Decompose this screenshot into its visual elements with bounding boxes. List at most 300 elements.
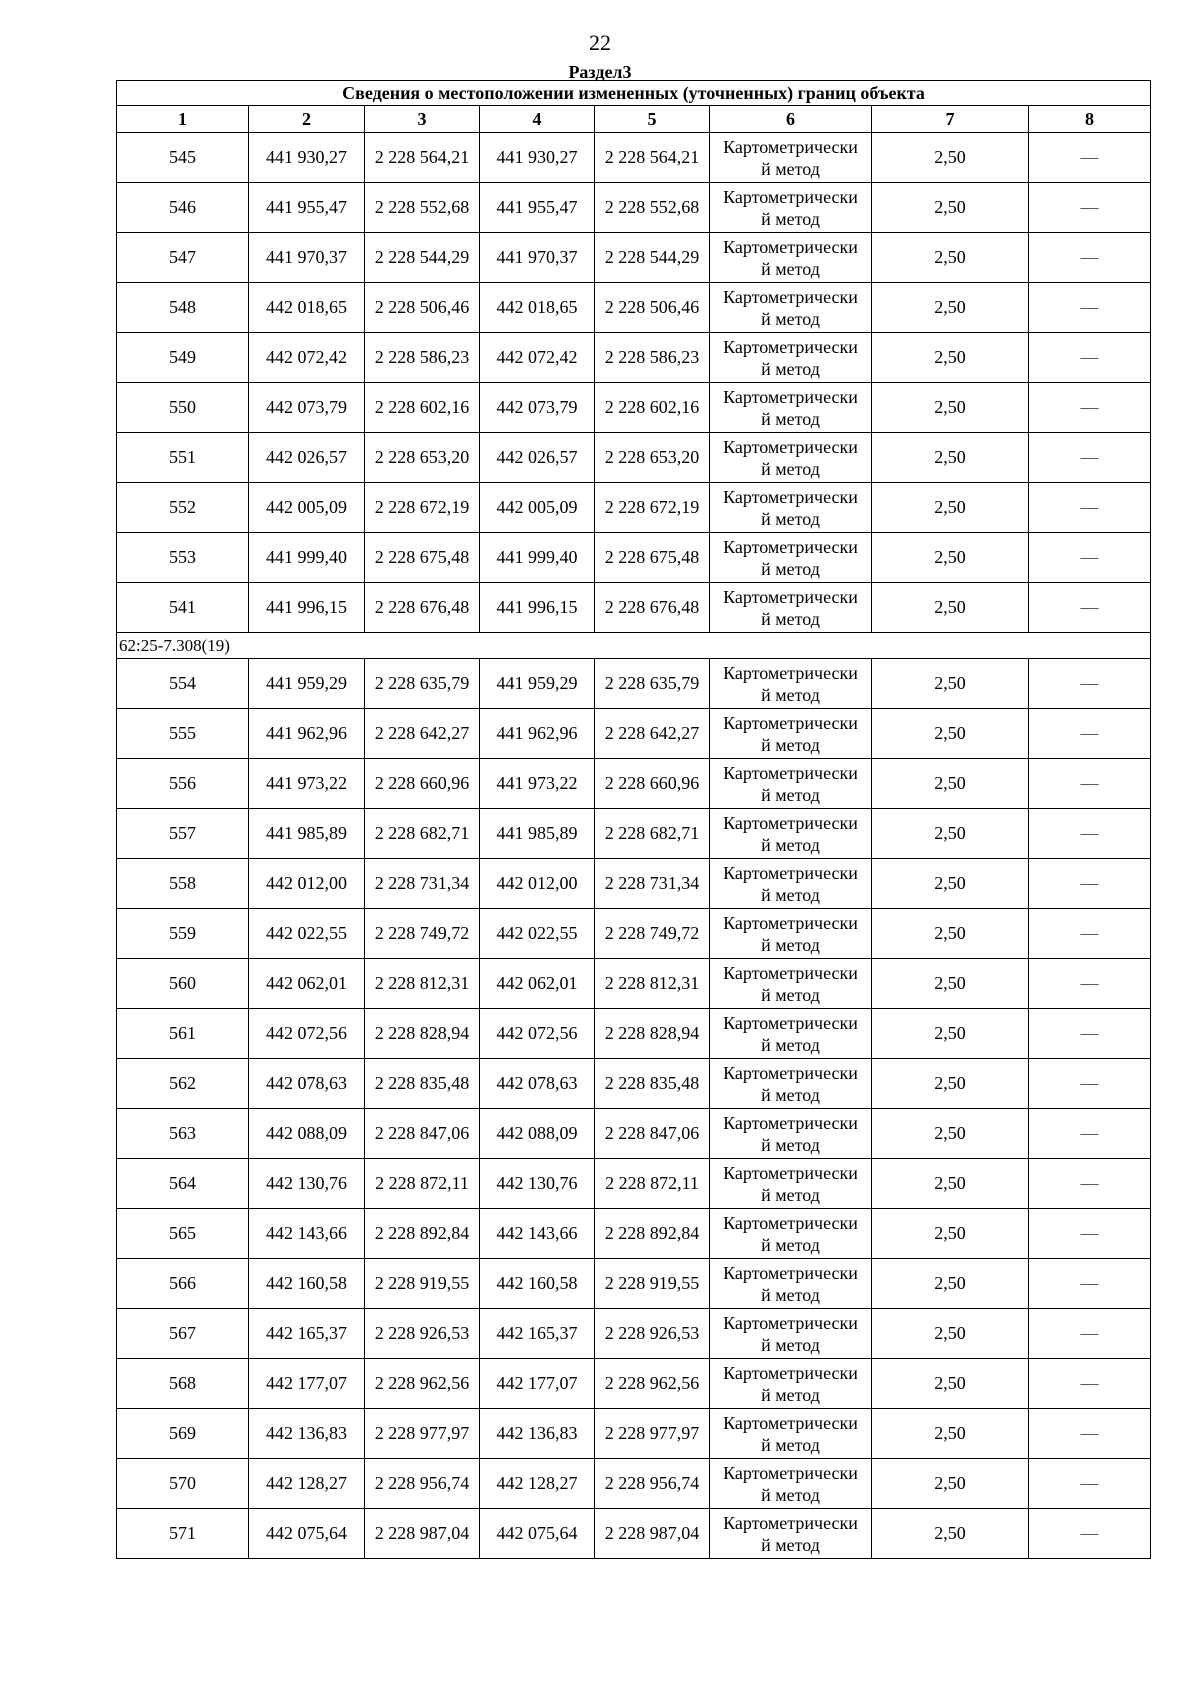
method-line: й метод <box>761 834 820 855</box>
table-row <box>117 1309 1151 1359</box>
existing-x: 442 165,37 <box>249 1309 365 1359</box>
method-line: Картометрически <box>723 336 858 357</box>
method-line: й метод <box>761 1484 820 1505</box>
determination-method <box>710 283 872 333</box>
column-header: 6 <box>710 106 872 133</box>
refined-x: 442 136,83 <box>480 1409 595 1459</box>
refined-x: 442 165,37 <box>480 1309 595 1359</box>
point-number: 554 <box>117 659 249 709</box>
refined-y: 2 228 676,48 <box>595 583 710 633</box>
existing-x: 442 022,55 <box>249 909 365 959</box>
method-line: й метод <box>761 608 820 629</box>
page-number: 22 <box>589 30 611 55</box>
precision-value: 2,50 <box>872 1459 1029 1509</box>
point-number: 555 <box>117 709 249 759</box>
point-number: 547 <box>117 233 249 283</box>
table-row <box>117 283 1151 333</box>
empty-mark: — <box>1029 483 1151 533</box>
refined-y: 2 228 987,04 <box>595 1509 710 1559</box>
method-line: й метод <box>761 158 820 179</box>
method-line: й метод <box>761 308 820 329</box>
table-row <box>117 583 1151 633</box>
method-line: Картометрически <box>723 912 858 933</box>
column-header: 4 <box>480 106 595 133</box>
table-row <box>117 233 1151 283</box>
precision-value: 2,50 <box>872 809 1029 859</box>
precision-value: 2,50 <box>872 1309 1029 1359</box>
point-number: 563 <box>117 1109 249 1159</box>
table-caption: Сведения о местоположении измененных (уточненных) границ объекта <box>117 81 1151 106</box>
existing-x: 441 985,89 <box>249 809 365 859</box>
precision-value: 2,50 <box>872 1409 1029 1459</box>
table-row <box>117 183 1151 233</box>
table-row <box>117 1409 1151 1459</box>
precision-value: 2,50 <box>872 959 1029 1009</box>
existing-x: 441 955,47 <box>249 183 365 233</box>
table-row <box>117 759 1151 809</box>
method-line: Картометрически <box>723 486 858 507</box>
empty-mark: — <box>1029 1209 1151 1259</box>
refined-x: 442 128,27 <box>480 1459 595 1509</box>
existing-y: 2 228 675,48 <box>365 533 480 583</box>
empty-mark: — <box>1029 1459 1151 1509</box>
point-number: 564 <box>117 1159 249 1209</box>
existing-y: 2 228 602,16 <box>365 383 480 433</box>
determination-method <box>710 483 872 533</box>
refined-x: 442 022,55 <box>480 909 595 959</box>
determination-method <box>710 1259 872 1309</box>
empty-mark: — <box>1029 1509 1151 1559</box>
refined-y: 2 228 660,96 <box>595 759 710 809</box>
precision-value: 2,50 <box>872 533 1029 583</box>
empty-mark: — <box>1029 1259 1151 1309</box>
refined-y: 2 228 749,72 <box>595 909 710 959</box>
existing-x: 442 088,09 <box>249 1109 365 1159</box>
determination-method <box>710 533 872 583</box>
refined-y: 2 228 653,20 <box>595 433 710 483</box>
method-line: Картометрически <box>723 436 858 457</box>
table-row <box>117 383 1151 433</box>
empty-mark: — <box>1029 1159 1151 1209</box>
determination-method <box>710 809 872 859</box>
method-line: й метод <box>761 1084 820 1105</box>
precision-value: 2,50 <box>872 383 1029 433</box>
existing-x: 442 130,76 <box>249 1159 365 1209</box>
method-line: Картометрически <box>723 186 858 207</box>
table-row <box>117 1459 1151 1509</box>
empty-mark: — <box>1029 283 1151 333</box>
existing-y: 2 228 828,94 <box>365 1009 480 1059</box>
existing-x: 442 026,57 <box>249 433 365 483</box>
determination-method <box>710 233 872 283</box>
point-number: 546 <box>117 183 249 233</box>
empty-mark: — <box>1029 583 1151 633</box>
refined-x: 442 026,57 <box>480 433 595 483</box>
determination-method <box>710 1359 872 1409</box>
refined-x: 441 962,96 <box>480 709 595 759</box>
refined-x: 442 075,64 <box>480 1509 595 1559</box>
refined-x: 441 959,29 <box>480 659 595 709</box>
column-header: 2 <box>249 106 365 133</box>
table-row <box>117 1109 1151 1159</box>
existing-y: 2 228 635,79 <box>365 659 480 709</box>
method-line: Картометрически <box>723 812 858 833</box>
empty-mark: — <box>1029 333 1151 383</box>
point-number: 569 <box>117 1409 249 1459</box>
method-line: Картометрически <box>723 1412 858 1433</box>
point-number: 548 <box>117 283 249 333</box>
table-row <box>117 709 1151 759</box>
method-line: й метод <box>761 1184 820 1205</box>
point-number: 552 <box>117 483 249 533</box>
method-line: й метод <box>761 934 820 955</box>
empty-mark: — <box>1029 1359 1151 1409</box>
existing-y: 2 228 660,96 <box>365 759 480 809</box>
method-line: Картометрически <box>723 136 858 157</box>
existing-y: 2 228 749,72 <box>365 909 480 959</box>
existing-y: 2 228 586,23 <box>365 333 480 383</box>
method-line: й метод <box>761 884 820 905</box>
existing-x: 441 959,29 <box>249 659 365 709</box>
determination-method <box>710 383 872 433</box>
existing-x: 441 996,15 <box>249 583 365 633</box>
existing-y: 2 228 682,71 <box>365 809 480 859</box>
method-line: й метод <box>761 1134 820 1155</box>
parcel-number: 62:25-7.308(19) <box>117 633 1151 659</box>
method-line: й метод <box>761 784 820 805</box>
refined-y: 2 228 552,68 <box>595 183 710 233</box>
refined-x: 442 143,66 <box>480 1209 595 1259</box>
column-header: 7 <box>872 106 1029 133</box>
existing-y: 2 228 564,21 <box>365 133 480 183</box>
refined-y: 2 228 682,71 <box>595 809 710 859</box>
existing-y: 2 228 506,46 <box>365 283 480 333</box>
determination-method <box>710 1059 872 1109</box>
refined-x: 442 005,09 <box>480 483 595 533</box>
existing-y: 2 228 642,27 <box>365 709 480 759</box>
existing-y: 2 228 872,11 <box>365 1159 480 1209</box>
existing-x: 442 075,64 <box>249 1509 365 1559</box>
precision-value: 2,50 <box>872 909 1029 959</box>
method-line: Картометрически <box>723 662 858 683</box>
existing-x: 442 160,58 <box>249 1259 365 1309</box>
precision-value: 2,50 <box>872 233 1029 283</box>
existing-y: 2 228 676,48 <box>365 583 480 633</box>
existing-y: 2 228 552,68 <box>365 183 480 233</box>
existing-y: 2 228 731,34 <box>365 859 480 909</box>
method-line: й метод <box>761 684 820 705</box>
point-number: 541 <box>117 583 249 633</box>
empty-mark: — <box>1029 233 1151 283</box>
point-number: 556 <box>117 759 249 809</box>
existing-y: 2 228 653,20 <box>365 433 480 483</box>
method-line: й метод <box>761 208 820 229</box>
refined-y: 2 228 672,19 <box>595 483 710 533</box>
method-line: Картометрически <box>723 762 858 783</box>
method-line: й метод <box>761 734 820 755</box>
existing-x: 442 072,42 <box>249 333 365 383</box>
refined-y: 2 228 602,16 <box>595 383 710 433</box>
point-number: 557 <box>117 809 249 859</box>
point-number: 566 <box>117 1259 249 1309</box>
table-row <box>117 1059 1151 1109</box>
precision-value: 2,50 <box>872 1009 1029 1059</box>
precision-value: 2,50 <box>872 1059 1029 1109</box>
determination-method <box>710 709 872 759</box>
refined-y: 2 228 731,34 <box>595 859 710 909</box>
existing-x: 441 970,37 <box>249 233 365 283</box>
method-line: й метод <box>761 558 820 579</box>
table-row <box>117 1209 1151 1259</box>
column-number-row <box>117 106 1151 133</box>
existing-x: 441 973,22 <box>249 759 365 809</box>
precision-value: 2,50 <box>872 859 1029 909</box>
existing-y: 2 228 977,97 <box>365 1409 480 1459</box>
method-line: Картометрически <box>723 1462 858 1483</box>
refined-x: 441 970,37 <box>480 233 595 283</box>
table-row <box>117 659 1151 709</box>
refined-y: 2 228 892,84 <box>595 1209 710 1259</box>
method-line: й метод <box>761 1434 820 1455</box>
determination-method <box>710 1459 872 1509</box>
point-number: 561 <box>117 1009 249 1059</box>
empty-mark: — <box>1029 133 1151 183</box>
table-row <box>117 1159 1151 1209</box>
column-header: 3 <box>365 106 480 133</box>
method-line: й метод <box>761 458 820 479</box>
empty-mark: — <box>1029 1309 1151 1359</box>
precision-value: 2,50 <box>872 433 1029 483</box>
refined-y: 2 228 962,56 <box>595 1359 710 1409</box>
empty-mark: — <box>1029 909 1151 959</box>
refined-x: 442 073,79 <box>480 383 595 433</box>
table-row <box>117 859 1151 909</box>
determination-method <box>710 1309 872 1359</box>
refined-x: 442 088,09 <box>480 1109 595 1159</box>
determination-method <box>710 1209 872 1259</box>
refined-x: 441 985,89 <box>480 809 595 859</box>
point-number: 550 <box>117 383 249 433</box>
refined-x: 442 160,58 <box>480 1259 595 1309</box>
precision-value: 2,50 <box>872 1509 1029 1559</box>
table-row <box>117 133 1151 183</box>
precision-value: 2,50 <box>872 1159 1029 1209</box>
determination-method <box>710 583 872 633</box>
determination-method <box>710 859 872 909</box>
refined-y: 2 228 586,23 <box>595 333 710 383</box>
refined-x: 441 999,40 <box>480 533 595 583</box>
boundary-coordinates-table <box>116 80 1151 1559</box>
existing-y: 2 228 544,29 <box>365 233 480 283</box>
precision-value: 2,50 <box>872 283 1029 333</box>
method-line: Картометрически <box>723 1362 858 1383</box>
existing-x: 442 177,07 <box>249 1359 365 1409</box>
point-number: 559 <box>117 909 249 959</box>
refined-x: 442 018,65 <box>480 283 595 333</box>
method-line: Картометрически <box>723 236 858 257</box>
existing-y: 2 228 892,84 <box>365 1209 480 1259</box>
table-row <box>117 533 1151 583</box>
refined-y: 2 228 675,48 <box>595 533 710 583</box>
precision-value: 2,50 <box>872 1259 1029 1309</box>
empty-mark: — <box>1029 1059 1151 1109</box>
existing-y: 2 228 962,56 <box>365 1359 480 1409</box>
empty-mark: — <box>1029 759 1151 809</box>
refined-x: 442 012,00 <box>480 859 595 909</box>
existing-y: 2 228 672,19 <box>365 483 480 533</box>
table-row <box>117 1509 1151 1559</box>
existing-x: 442 012,00 <box>249 859 365 909</box>
refined-y: 2 228 506,46 <box>595 283 710 333</box>
refined-x: 442 130,76 <box>480 1159 595 1209</box>
precision-value: 2,50 <box>872 759 1029 809</box>
point-number: 553 <box>117 533 249 583</box>
method-line: Картометрически <box>723 536 858 557</box>
point-number: 558 <box>117 859 249 909</box>
precision-value: 2,50 <box>872 183 1029 233</box>
determination-method <box>710 1009 872 1059</box>
table-row <box>117 433 1151 483</box>
determination-method <box>710 909 872 959</box>
table-row <box>117 1009 1151 1059</box>
existing-y: 2 228 987,04 <box>365 1509 480 1559</box>
point-number: 560 <box>117 959 249 1009</box>
precision-value: 2,50 <box>872 659 1029 709</box>
method-line: Картометрически <box>723 1162 858 1183</box>
empty-mark: — <box>1029 1009 1151 1059</box>
existing-x: 442 005,09 <box>249 483 365 533</box>
refined-y: 2 228 828,94 <box>595 1009 710 1059</box>
empty-mark: — <box>1029 659 1151 709</box>
refined-y: 2 228 926,53 <box>595 1309 710 1359</box>
precision-value: 2,50 <box>872 133 1029 183</box>
point-number: 565 <box>117 1209 249 1259</box>
method-line: й метод <box>761 1034 820 1055</box>
point-number: 551 <box>117 433 249 483</box>
existing-y: 2 228 812,31 <box>365 959 480 1009</box>
existing-x: 442 136,83 <box>249 1409 365 1459</box>
table-row <box>117 959 1151 1009</box>
parcel-group-row <box>117 633 1151 659</box>
empty-mark: — <box>1029 709 1151 759</box>
precision-value: 2,50 <box>872 583 1029 633</box>
method-line: Картометрически <box>723 962 858 983</box>
method-line: Картометрически <box>723 1312 858 1333</box>
refined-y: 2 228 544,29 <box>595 233 710 283</box>
table-row <box>117 809 1151 859</box>
refined-y: 2 228 956,74 <box>595 1459 710 1509</box>
refined-y: 2 228 635,79 <box>595 659 710 709</box>
refined-y: 2 228 872,11 <box>595 1159 710 1209</box>
table-row <box>117 333 1151 383</box>
refined-y: 2 228 977,97 <box>595 1409 710 1459</box>
section-title: Раздел3 <box>568 62 632 82</box>
table-row <box>117 909 1151 959</box>
refined-x: 441 996,15 <box>480 583 595 633</box>
method-line: й метод <box>761 1234 820 1255</box>
existing-x: 442 062,01 <box>249 959 365 1009</box>
table-caption-row <box>117 81 1151 106</box>
determination-method <box>710 1509 872 1559</box>
column-header: 8 <box>1029 106 1151 133</box>
method-line: й метод <box>761 258 820 279</box>
column-header: 5 <box>595 106 710 133</box>
empty-mark: — <box>1029 433 1151 483</box>
method-line: Картометрически <box>723 286 858 307</box>
method-line: Картометрически <box>723 1512 858 1533</box>
determination-method <box>710 959 872 1009</box>
table-body <box>117 81 1151 1559</box>
empty-mark: — <box>1029 1109 1151 1159</box>
method-line: Картометрически <box>723 1262 858 1283</box>
existing-x: 442 072,56 <box>249 1009 365 1059</box>
existing-x: 442 143,66 <box>249 1209 365 1259</box>
point-number: 549 <box>117 333 249 383</box>
refined-x: 442 062,01 <box>480 959 595 1009</box>
existing-y: 2 228 835,48 <box>365 1059 480 1109</box>
method-line: й метод <box>761 358 820 379</box>
table-row <box>117 483 1151 533</box>
precision-value: 2,50 <box>872 333 1029 383</box>
refined-x: 442 177,07 <box>480 1359 595 1409</box>
existing-x: 442 128,27 <box>249 1459 365 1509</box>
refined-x: 442 072,42 <box>480 333 595 383</box>
method-line: Картометрически <box>723 1212 858 1233</box>
refined-y: 2 228 812,31 <box>595 959 710 1009</box>
refined-x: 441 930,27 <box>480 133 595 183</box>
determination-method <box>710 659 872 709</box>
existing-y: 2 228 919,55 <box>365 1259 480 1309</box>
method-line: Картометрически <box>723 862 858 883</box>
point-number: 567 <box>117 1309 249 1359</box>
method-line: й метод <box>761 984 820 1005</box>
point-number: 545 <box>117 133 249 183</box>
existing-y: 2 228 847,06 <box>365 1109 480 1159</box>
table-row <box>117 1259 1151 1309</box>
existing-x: 441 930,27 <box>249 133 365 183</box>
method-line: Картометрически <box>723 386 858 407</box>
empty-mark: — <box>1029 1409 1151 1459</box>
empty-mark: — <box>1029 183 1151 233</box>
determination-method <box>710 1159 872 1209</box>
method-line: й метод <box>761 508 820 529</box>
refined-y: 2 228 919,55 <box>595 1259 710 1309</box>
precision-value: 2,50 <box>872 483 1029 533</box>
table-row <box>117 1359 1151 1409</box>
empty-mark: — <box>1029 383 1151 433</box>
method-line: Картометрически <box>723 586 858 607</box>
refined-x: 441 955,47 <box>480 183 595 233</box>
existing-x: 442 073,79 <box>249 383 365 433</box>
column-header: 1 <box>117 106 249 133</box>
method-line: й метод <box>761 408 820 429</box>
refined-y: 2 228 847,06 <box>595 1109 710 1159</box>
empty-mark: — <box>1029 859 1151 909</box>
method-line: Картометрически <box>723 1012 858 1033</box>
point-number: 571 <box>117 1509 249 1559</box>
refined-x: 442 078,63 <box>480 1059 595 1109</box>
precision-value: 2,50 <box>872 1359 1029 1409</box>
refined-x: 442 072,56 <box>480 1009 595 1059</box>
empty-mark: — <box>1029 533 1151 583</box>
existing-x: 442 078,63 <box>249 1059 365 1109</box>
existing-x: 441 999,40 <box>249 533 365 583</box>
determination-method <box>710 183 872 233</box>
empty-mark: — <box>1029 959 1151 1009</box>
method-line: й метод <box>761 1534 820 1555</box>
point-number: 568 <box>117 1359 249 1409</box>
refined-y: 2 228 642,27 <box>595 709 710 759</box>
